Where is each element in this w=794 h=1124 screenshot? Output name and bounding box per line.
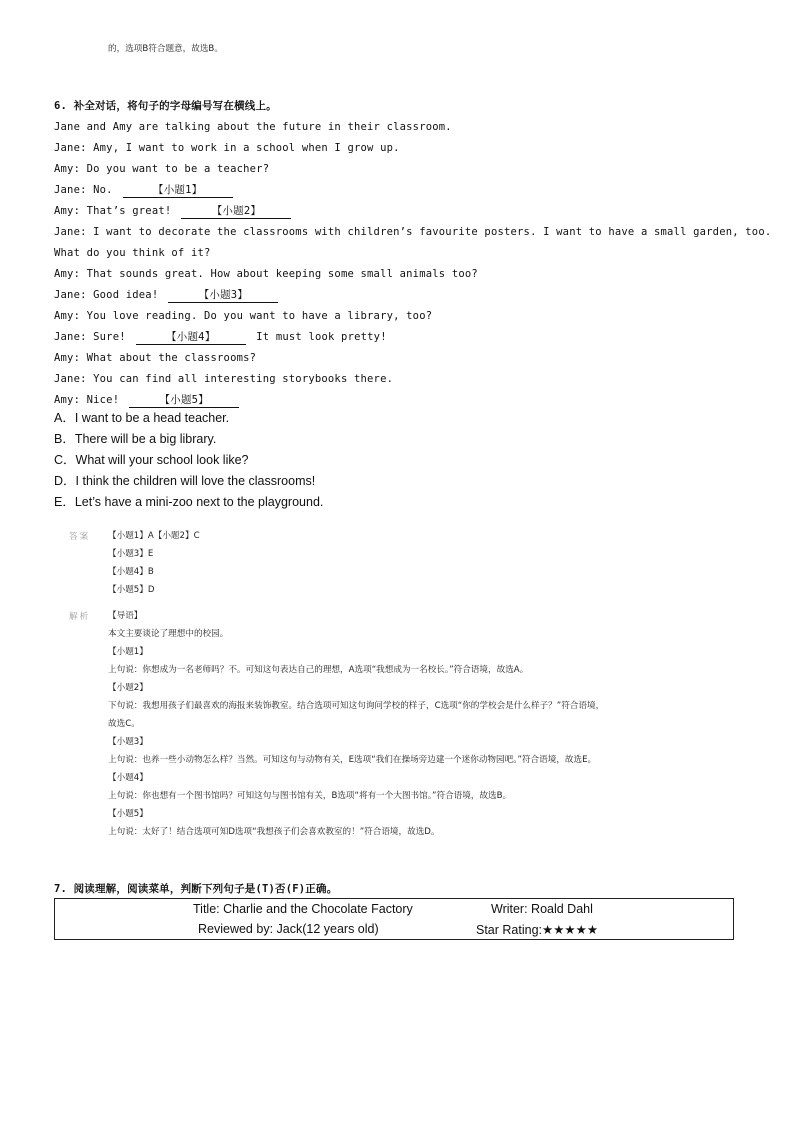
analysis-line: 【小题3】 <box>108 737 148 747</box>
answer-line: 【小题4】B <box>108 567 154 577</box>
dialogue-text: Jane: Sure! <box>54 331 126 343</box>
answer-label: 答案 <box>69 532 91 542</box>
dialogue-line-continued: What do you think of it? <box>54 247 211 259</box>
dialogue-text: Amy: That’s great! <box>54 205 172 217</box>
answer-block <box>108 530 200 602</box>
answer-blank-4: 【小题4】 <box>136 330 246 345</box>
analysis-line: 【小题5】 <box>108 809 148 819</box>
analysis-line: 上句说：也养一些小动物怎么样？当然。可知这句与动物有关，E选项“我们在操场旁边建一个迷你动物园吧。”符合语境，故选E。 <box>108 755 597 765</box>
dialogue-line: Amy: You love reading. Do you want to have a library, too? <box>54 310 433 322</box>
dialogue-line: Jane: Amy, I want to work in a school when I grow up. <box>54 142 400 154</box>
dialogue-text: It must look pretty! <box>256 331 387 343</box>
dialogue-intro: Jane and Amy are talking about the future in their classroom. <box>54 121 452 133</box>
question-6-title: 6. 补全对话，将句子的字母编号写在横线上。 <box>54 100 277 112</box>
reviewer-cell: Reviewed by: Jack(12 years old) <box>198 922 379 936</box>
option-b: B．There will be a big library. <box>54 432 217 446</box>
answer-line: 【小题3】E <box>108 549 154 559</box>
analysis-line: 上句说：你想成为一名老师吗？不。可知这句表达自己的理想，A选项“我想成为一名校长。”符合语境，故选A。 <box>108 665 529 675</box>
answer-blank-3: 【小题3】 <box>168 288 278 303</box>
analysis-label: 解析 <box>69 612 91 622</box>
answer-blank-5: 【小题5】 <box>129 393 239 408</box>
option-c: C．What will your school look like? <box>54 453 249 467</box>
question-6 <box>54 96 772 411</box>
question-7-title: 7. 阅读理解，阅读菜单，判断下列句子是(T)否(F)正确。 <box>54 883 338 895</box>
analysis-line: 【小题1】 <box>108 647 148 657</box>
answer-line: 【小题5】D <box>108 585 155 595</box>
analysis-line: 下句说：我想用孩子们最喜欢的海报来装饰教室。结合选项可知这句询问学校的样子，C选项“你的学校会是什么样子？”符合语境， <box>108 701 605 711</box>
writer-cell: Writer: Roald Dahl <box>491 902 593 916</box>
option-d: D．I think the children will love the classrooms! <box>54 474 316 488</box>
analysis-block <box>108 610 728 844</box>
book-title-cell: Title: Charlie and the Chocolate Factory <box>193 902 413 916</box>
previous-analysis-tail: 的，选项B符合题意，故选B。 <box>108 44 223 54</box>
analysis-line: 本文主要谈论了理想中的校园。 <box>108 629 229 639</box>
dialogue-line-with-blank <box>54 327 754 348</box>
analysis-line: 上句说：太好了！结合选项可知D选项“我想孩子们会喜欢教室的！”符合语境，故选D。 <box>108 827 440 837</box>
dialogue-line-with-blank <box>54 285 754 306</box>
answer-blank-1: 【小题1】 <box>123 183 233 198</box>
answer-line: 【小题1】A【小题2】C <box>108 531 200 541</box>
dialogue-line-with-blank <box>54 180 754 201</box>
dialogue-text: Jane: No. <box>54 184 113 196</box>
analysis-line: 【小题4】 <box>108 773 148 783</box>
book-review-table <box>54 898 734 940</box>
dialogue-line: Jane: I want to decorate the classrooms with children’s favourite posters. I want to have a small garden, too. <box>54 226 772 238</box>
dialogue-line: Jane: You can find all interesting storybooks there. <box>54 373 394 385</box>
dialogue-line: Amy: What about the classrooms? <box>54 352 257 364</box>
analysis-line: 上句说：你也想有一个图书馆吗？可知这句与图书馆有关，B选项“将有一个大图书馆。”符合语境，故选B。 <box>108 791 512 801</box>
answer-blank-2: 【小题2】 <box>181 204 291 219</box>
dialogue-line-with-blank <box>54 201 754 222</box>
analysis-line: 【导语】 <box>108 611 143 621</box>
analysis-line: 故选C。 <box>108 719 140 729</box>
dialogue-text: Jane: Good idea! <box>54 289 159 301</box>
option-list <box>54 408 323 513</box>
analysis-line: 【小题2】 <box>108 683 148 693</box>
dialogue-line: Amy: Do you want to be a teacher? <box>54 163 270 175</box>
dialogue-text: Amy: Nice! <box>54 394 120 406</box>
star-rating-cell: Star Rating:★★★★★ <box>476 923 599 937</box>
dialogue-line: Amy: That sounds great. How about keeping some small animals too? <box>54 268 478 280</box>
option-a: A．I want to be a head teacher. <box>54 411 230 425</box>
option-e: E．Let’s have a mini-zoo next to the playground. <box>54 495 324 509</box>
